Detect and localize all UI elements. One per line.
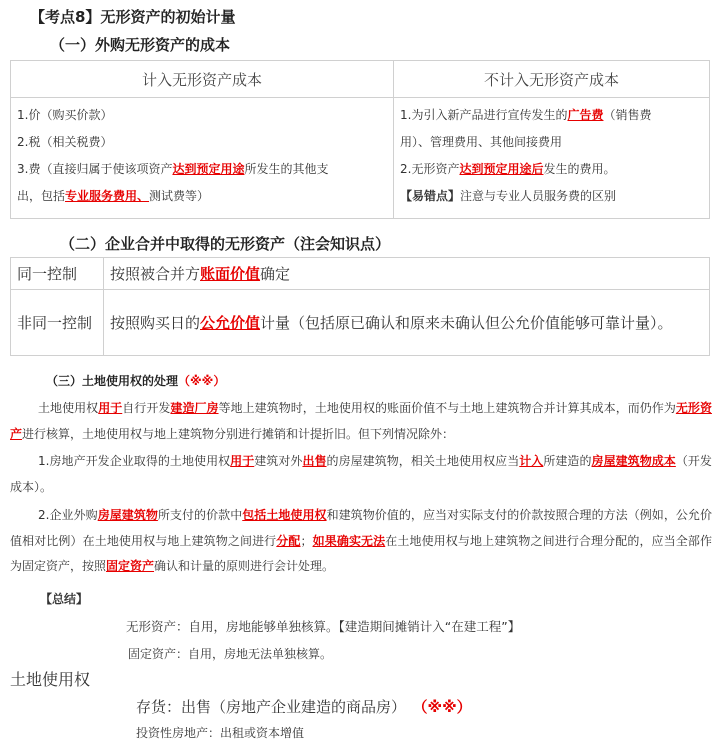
highlight-text: 公允价值: [200, 313, 261, 332]
col-header-excluded: 不计入无形资产成本: [394, 61, 710, 98]
paragraph-land-use: 土地使用权用于自行开发建造厂房等地上建筑物时，土地使用权的账面价值不与土地上建筑物合并计算其成本，而仍作为无形资产进行核算，土地使用权与地上建筑物分别进行摊销和计提折旧。但下列情况除外：: [10, 401, 712, 441]
highlight-text: 广告费: [567, 108, 604, 122]
highlight-text: 包括土地使用权: [242, 508, 327, 522]
summary-label: 【总结】: [40, 592, 89, 606]
section2-title: （二）企业合并中取得的无形资产（注会知识点）: [60, 235, 391, 253]
importance-mark: （※※）: [420, 698, 472, 716]
highlight-text: 如果确实无法: [312, 533, 386, 548]
page-heading: 【考点8】无形资产的初始计量: [30, 8, 236, 26]
paragraph-exception-1: 1.房地产开发企业取得的土地使用权用于建筑对外出售的房屋建筑物，相关土地使用权应当计入所建造的房屋建筑物成本（开发成本）。: [10, 454, 712, 494]
highlight-text: 出售: [302, 454, 327, 468]
included-item-2: 2.税（相关税费）: [17, 135, 113, 149]
col-header-included: 计入无形资产成本: [11, 61, 394, 98]
highlight-text: 账面价值: [200, 264, 261, 283]
highlight-text: 房屋建筑物: [97, 508, 158, 522]
summary-inventory: 存货：出售（房地产企业建造的商品房） （※※）: [136, 698, 472, 716]
highlight-text: 达到预定用途后: [459, 162, 544, 176]
section3-title: （三）土地使用权的处理（※※）: [46, 374, 226, 388]
excluded-item-1: 1.为引入新产品进行宣传发生的广告费（销售费: [400, 108, 652, 122]
summary-investment-property: 投资性房地产：出租或资本增值: [136, 726, 305, 740]
highlight-text: 计入: [519, 454, 544, 468]
summary-intangible: 无形资产：自用，房地能够单独核算。【建造期间摊销计入“在建工程”】: [126, 619, 521, 634]
highlight-text: 建造厂房: [170, 401, 219, 415]
highlight-text: 专业服务费用、: [65, 189, 150, 203]
summary-land-use-right: 土地使用权: [10, 670, 91, 689]
row-label-common-control: 同一控制: [11, 258, 104, 290]
included-item-1: 1.价（购买价款）: [17, 108, 113, 122]
excluded-cell: [394, 98, 710, 219]
highlight-text: 达到预定用途: [172, 162, 245, 176]
excluded-item-2: 2.无形资产达到预定用途后发生的费用。: [400, 162, 616, 176]
business-combination-table: [10, 257, 710, 356]
included-item-3-cont: 出，包括专业服务费用、测试费等）: [17, 189, 210, 203]
summary-fixed-asset: 固定资产：自用，房地无法单独核算。: [128, 647, 333, 661]
purchase-cost-table: [10, 60, 710, 219]
highlight-text: 用于: [230, 454, 255, 468]
included-cell: [11, 98, 394, 219]
importance-mark: （※※）: [178, 374, 226, 388]
highlight-text: 房屋建筑物成本: [591, 454, 676, 468]
included-item-3: 3.费（直接归属于使该项资产达到预定用途所发生的其他支: [17, 162, 329, 176]
row-label-non-common-control: 非同一控制: [11, 290, 104, 356]
row-value-common-control: 按照被合并方账面价值确定: [104, 258, 710, 290]
highlight-text: 用于: [98, 401, 123, 415]
row-value-non-common-control: 按照购买日的公允价值计量（包括原已确认和原来未确认但公允价值能够可靠计量）。: [104, 290, 710, 356]
highlight-text: 固定资产: [106, 559, 155, 573]
highlight-text: 无形资产: [10, 401, 712, 441]
common-mistake-note: 【易错点】注意与专业人员服务费的区别: [400, 189, 617, 203]
paragraph-exception-2: 2.企业外购房屋建筑物所支付的价款中包括土地使用权和建筑物价值的，应当对实际支付的价款按照合理的方法（例如，公允价值相对比例）在土地使用权与地上建筑物之间进行分配；如果确实无法在土地使用权与地上建筑物之间进行合理分配的，应当全部作为固定资产，按照固定资产确认和计量的原则进行会计处理。: [10, 508, 712, 573]
highlight-text: 分配: [276, 533, 301, 548]
section1-title: （一）外购无形资产的成本: [50, 36, 231, 54]
excluded-item-1-cont: 用）、管理费用、其他间接费用: [400, 135, 563, 149]
